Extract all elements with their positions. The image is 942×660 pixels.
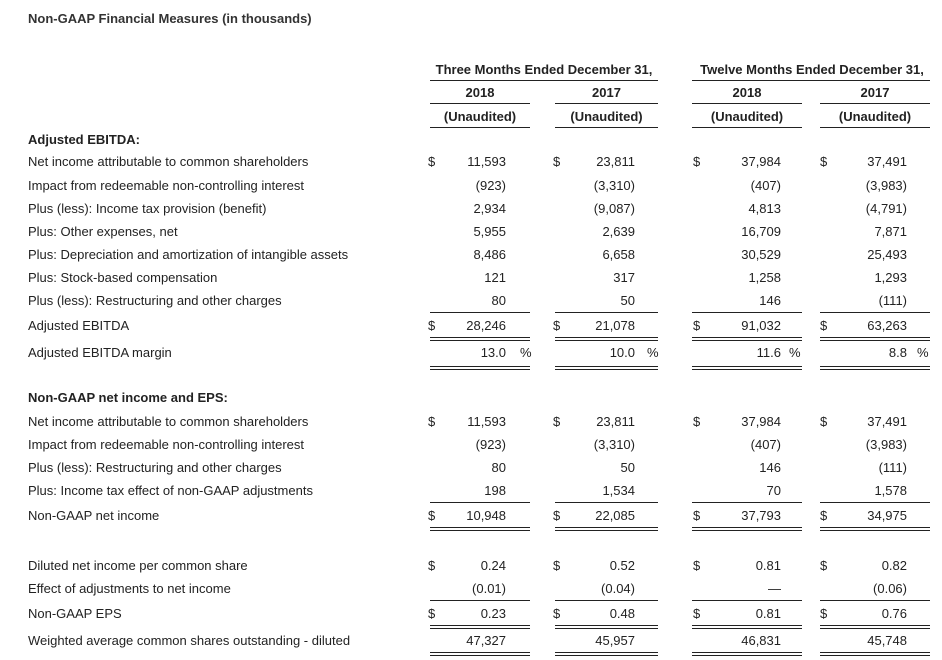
- total-double-rule: [692, 652, 802, 656]
- page-title: Non-GAAP Financial Measures (in thousands): [28, 11, 312, 26]
- cell-value: (3,310): [593, 437, 635, 452]
- row-label: Adjusted EBITDA margin: [28, 345, 172, 360]
- row-label: Plus: Income tax effect of non-GAAP adjustments: [28, 483, 313, 498]
- year-underline: [820, 103, 930, 104]
- currency-symbol: $: [428, 154, 436, 169]
- subtotal-rule: [820, 312, 930, 313]
- currency-symbol: $: [553, 318, 561, 333]
- cell-value: 2,934: [473, 201, 506, 216]
- currency-symbol: $: [553, 558, 561, 573]
- subtotal-rule: [692, 312, 802, 313]
- cell-value: (4,791): [865, 201, 907, 216]
- total-double-rule: [430, 625, 530, 629]
- total-double-rule: [430, 527, 530, 531]
- cell-value: 1,578: [874, 483, 907, 498]
- unaudited-header: (Unaudited): [443, 109, 517, 124]
- unaudited-underline: [820, 127, 930, 128]
- percent-symbol: %: [789, 345, 801, 360]
- cell-value: 28,246: [466, 318, 506, 333]
- year-header: 2018: [732, 85, 762, 100]
- subtotal-rule: [430, 600, 530, 601]
- currency-symbol: $: [820, 508, 828, 523]
- cell-value: 70: [766, 483, 781, 498]
- year-underline: [430, 103, 530, 104]
- row-label: Plus (less): Income tax provision (benefit): [28, 201, 267, 216]
- percent-symbol: %: [520, 345, 532, 360]
- year-underline: [692, 103, 802, 104]
- row-label: Diluted net income per common share: [28, 558, 248, 573]
- cell-value: 5,955: [473, 224, 506, 239]
- percent-symbol: %: [917, 345, 929, 360]
- year-header: 2017: [592, 85, 621, 100]
- cell-value: 4,813: [748, 201, 781, 216]
- row-label: Net income attributable to common shareholders: [28, 154, 309, 169]
- total-double-rule: [692, 366, 802, 370]
- row-label: Impact from redeemable non-controlling interest: [28, 437, 305, 452]
- currency-symbol: $: [693, 606, 701, 621]
- header-underline-twelve-months: [692, 80, 930, 81]
- cell-value: 198: [484, 483, 506, 498]
- header-underline-three-months: [430, 80, 658, 81]
- cell-value: 34,975: [867, 508, 907, 523]
- header-twelve-months: Twelve Months Ended December 31,: [700, 62, 924, 77]
- cell-value: 47,327: [466, 633, 506, 648]
- year-header: 2018: [465, 85, 495, 100]
- unaudited-header: (Unaudited): [570, 109, 643, 124]
- cell-value: 21,078: [595, 318, 635, 333]
- currency-symbol: $: [553, 154, 561, 169]
- year-header: 2017: [860, 85, 890, 100]
- currency-symbol: $: [693, 558, 701, 573]
- cell-value: (111): [878, 293, 907, 308]
- cell-value: (923): [475, 178, 506, 193]
- section-heading-adjusted-ebitda: Adjusted EBITDA:: [28, 132, 140, 147]
- cell-value: 50: [620, 460, 635, 475]
- currency-symbol: $: [820, 414, 828, 429]
- cell-value: 11,593: [467, 154, 506, 169]
- cell-value: 25,493: [867, 247, 907, 262]
- row-label: Plus: Other expenses, net: [28, 224, 178, 239]
- cell-value: (407): [750, 437, 781, 452]
- total-double-rule: [555, 337, 658, 341]
- cell-value: 11,593: [467, 414, 506, 429]
- cell-value: (3,983): [865, 437, 907, 452]
- cell-value: (111): [878, 460, 907, 475]
- total-double-rule: [430, 366, 530, 370]
- subtotal-rule: [555, 502, 658, 503]
- cell-value: 37,491: [867, 154, 907, 169]
- cell-value: (3,310): [593, 178, 635, 193]
- row-label: Non-GAAP EPS: [28, 606, 122, 621]
- cell-value: (923): [475, 437, 506, 452]
- cell-value: (0.04): [601, 581, 635, 596]
- cell-value: 22,085: [595, 508, 635, 523]
- cell-value: 0.81: [755, 606, 781, 621]
- cell-value: 1,534: [602, 483, 635, 498]
- cell-value: 10.0: [609, 345, 635, 360]
- cell-value: 46,831: [741, 633, 781, 648]
- currency-symbol: $: [553, 508, 561, 523]
- cell-value: 16,709: [741, 224, 781, 239]
- subtotal-rule: [430, 312, 530, 313]
- unaudited-header: (Unaudited): [710, 109, 784, 124]
- cell-value: 0.23: [480, 606, 506, 621]
- cell-value: 0.82: [881, 558, 907, 573]
- cell-value: 8,486: [473, 247, 506, 262]
- cell-value: —: [768, 581, 781, 596]
- currency-symbol: $: [553, 606, 561, 621]
- cell-value: 37,793: [741, 508, 781, 523]
- currency-symbol: $: [428, 558, 436, 573]
- row-label: Plus (less): Restructuring and other charges: [28, 460, 282, 475]
- row-label: Adjusted EBITDA: [28, 318, 130, 333]
- cell-value: 121: [484, 270, 506, 285]
- cell-value: 10,948: [466, 508, 506, 523]
- cell-value: (407): [750, 178, 781, 193]
- total-double-rule: [820, 366, 930, 370]
- total-double-rule: [820, 527, 930, 531]
- cell-value: 0.81: [755, 558, 781, 573]
- cell-value: 146: [759, 460, 781, 475]
- total-double-rule: [820, 625, 930, 629]
- subtotal-rule: [820, 600, 930, 601]
- row-label: Plus (less): Restructuring and other charges: [28, 293, 282, 308]
- cell-value: 23,811: [596, 414, 635, 429]
- cell-value: 6,658: [602, 247, 635, 262]
- row-label: Effect of adjustments to net income: [28, 581, 231, 596]
- cell-value: 37,984: [741, 414, 781, 429]
- cell-value: 45,957: [595, 633, 635, 648]
- currency-symbol: $: [693, 318, 701, 333]
- cell-value: 30,529: [741, 247, 781, 262]
- cell-value: 80: [491, 460, 506, 475]
- header-three-months: Three Months Ended December 31,: [435, 62, 653, 77]
- currency-symbol: $: [820, 154, 828, 169]
- year-underline: [555, 103, 658, 104]
- total-double-rule: [430, 337, 530, 341]
- total-double-rule: [555, 652, 658, 656]
- total-double-rule: [430, 652, 530, 656]
- currency-symbol: $: [428, 606, 436, 621]
- total-double-rule: [692, 337, 802, 341]
- cell-value: (0.06): [873, 581, 907, 596]
- total-double-rule: [692, 625, 802, 629]
- row-label: Weighted average common shares outstanding - diluted: [28, 633, 351, 648]
- cell-value: 80: [491, 293, 506, 308]
- cell-value: 1,258: [748, 270, 781, 285]
- total-double-rule: [820, 652, 930, 656]
- cell-value: 2,639: [602, 224, 635, 239]
- currency-symbol: $: [553, 414, 561, 429]
- cell-value: 91,032: [741, 318, 781, 333]
- section-heading-non-gaap: Non-GAAP net income and EPS:: [28, 390, 228, 405]
- currency-symbol: $: [693, 154, 701, 169]
- cell-value: 0.48: [609, 606, 635, 621]
- cell-value: 45,748: [867, 633, 907, 648]
- cell-value: 37,491: [867, 414, 907, 429]
- unaudited-header: (Unaudited): [838, 109, 912, 124]
- total-double-rule: [555, 527, 658, 531]
- row-label: Impact from redeemable non-controlling interest: [28, 178, 305, 193]
- currency-symbol: $: [428, 414, 436, 429]
- currency-symbol: $: [820, 606, 828, 621]
- cell-value: 0.76: [881, 606, 907, 621]
- row-label: Net income attributable to common shareholders: [28, 414, 309, 429]
- cell-value: 23,811: [596, 154, 635, 169]
- cell-value: 11.6: [756, 345, 781, 360]
- currency-symbol: $: [428, 508, 436, 523]
- unaudited-underline: [555, 127, 658, 128]
- currency-symbol: $: [693, 414, 701, 429]
- cell-value: 317: [613, 270, 635, 285]
- row-label: Plus: Depreciation and amortization of intangible assets: [28, 247, 349, 262]
- currency-symbol: $: [820, 558, 828, 573]
- unaudited-underline: [430, 127, 530, 128]
- subtotal-rule: [692, 600, 802, 601]
- total-double-rule: [555, 625, 658, 629]
- cell-value: (9,087): [593, 201, 635, 216]
- subtotal-rule: [555, 600, 658, 601]
- cell-value: 37,984: [741, 154, 781, 169]
- cell-value: 146: [759, 293, 781, 308]
- currency-symbol: $: [820, 318, 828, 333]
- cell-value: 13.0: [480, 345, 506, 360]
- row-label: Plus: Stock-based compensation: [28, 270, 218, 285]
- cell-value: 7,871: [874, 224, 907, 239]
- cell-value: (3,983): [865, 178, 907, 193]
- subtotal-rule: [430, 502, 530, 503]
- subtotal-rule: [555, 312, 658, 313]
- subtotal-rule: [692, 502, 802, 503]
- percent-symbol: %: [647, 345, 659, 360]
- row-label: Non-GAAP net income: [28, 508, 160, 523]
- cell-value: 8.8: [888, 345, 907, 360]
- cell-value: 0.24: [480, 558, 506, 573]
- currency-symbol: $: [428, 318, 436, 333]
- total-double-rule: [692, 527, 802, 531]
- cell-value: 63,263: [867, 318, 907, 333]
- unaudited-underline: [692, 127, 802, 128]
- cell-value: 50: [620, 293, 635, 308]
- subtotal-rule: [820, 502, 930, 503]
- total-double-rule: [820, 337, 930, 341]
- cell-value: (0.01): [472, 581, 506, 596]
- total-double-rule: [555, 366, 658, 370]
- cell-value: 1,293: [874, 270, 907, 285]
- currency-symbol: $: [693, 508, 701, 523]
- cell-value: 0.52: [609, 558, 635, 573]
